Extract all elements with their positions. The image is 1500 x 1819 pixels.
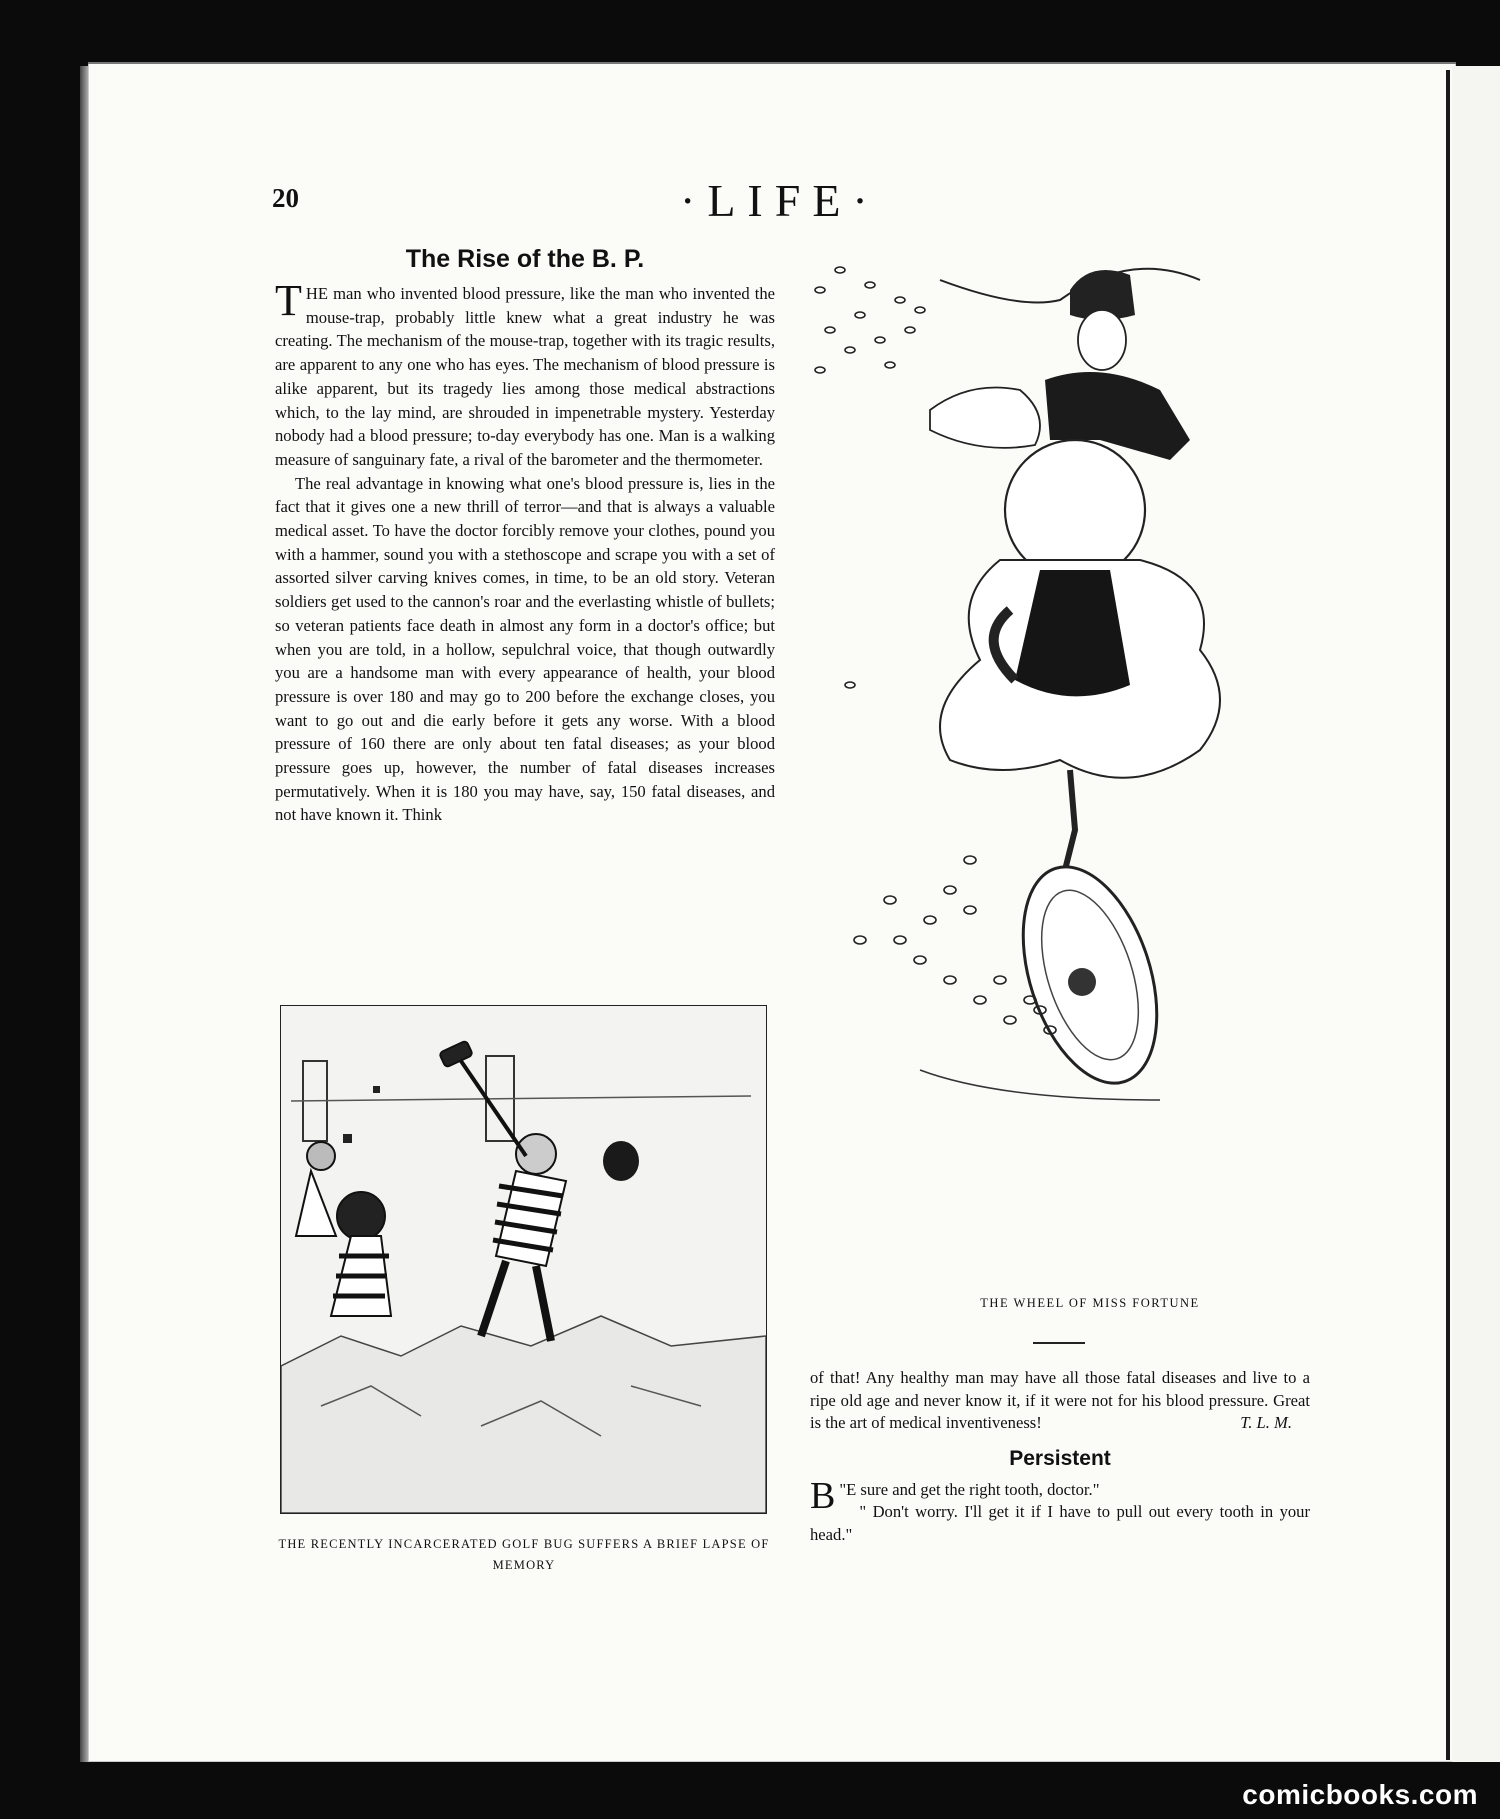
article-paragraph-2: The real advantage in knowing what one's blood pressure is, lies in the fact that it gives one a new thrill of terror—and that is always a valuable medical asset. To have the doctor forcibly remove your clothes, pound you with a hammer, sound you with a stethoscope and scrape you with a set of assorted silver carving knives comes, in time, to be an old story. Veteran soldiers get used to the cannon's roar and the everlasting whistle of bullets; so veteran patients face death in almost any form in a doctor's office; but when you are told, in a hollow, sepulchral voice, that though outwardly you are a handsome man with every appearance of health, your blood pressure is over 180 and may go to 200 before the exchange closes, you want to go out and die early before it gets any worse. With a blood pressure of 160 there are only about ten fatal diseases; as your blood pressure goes up, however, the number of fatal diseases increases permutatively. When it is 180 you may have, say, 150 fatal diseases, and not have known it. Think: [275, 473, 775, 825]
facing-page-edge: [1452, 66, 1500, 1762]
drop-cap: T: [275, 276, 302, 325]
article-column-right: [810, 1367, 1310, 1546]
wheel-of-miss-fortune-illustration: [800, 240, 1320, 1250]
persistent-line-1-text: E sure and get the right tooth, doctor.": [846, 1479, 1100, 1499]
masthead: ·LIFE·: [680, 175, 880, 226]
illustration-drawing: [800, 240, 1320, 1250]
cartoon-drawing: [281, 1006, 766, 1513]
open-quote: ": [839, 1479, 847, 1499]
cartoon-caption: THE RECENTLY INCARCERATED GOLF BUG SUFFERS A BRIEF LAPSE OF MEMORY: [278, 1537, 770, 1572]
article-column-left: [275, 245, 775, 827]
continuation-text: of that! Any healthy man may have all those fatal diseases and live to a ripe old age and never know it, if it were not for his blood pressure. Great is the art of medical inventiveness!: [810, 1368, 1310, 1432]
article-paragraph-1: [275, 276, 775, 472]
page-number: 20: [272, 183, 299, 213]
persistent-line-1: [810, 1474, 1310, 1517]
binding-gutter: [1446, 70, 1450, 1760]
golf-bug-cartoon: [280, 1005, 767, 1514]
caption-divider: [1033, 1342, 1085, 1344]
author-signature: T. L. M.: [1240, 1413, 1292, 1432]
article-title: The Rise of the B. P.: [405, 245, 645, 273]
persistent-line-2: " Don't worry. I'll get it if I have to pull out every tooth in your head.": [810, 1502, 1310, 1544]
article-continuation: [810, 1367, 1310, 1435]
watermark: comicbooks.com: [1242, 1779, 1478, 1810]
illustration-caption: THE WHEEL OF MISS FORTUNE: [980, 1296, 1200, 1310]
persistent-drop-cap: B: [810, 1474, 836, 1517]
paragraph-1-text: HE man who invented blood pressure, like the man who invented the mouse-trap, probably little knew what a great industry he was creating. The mechanism of the mouse-trap, together with its tragic results, are apparent to any one who has eyes. The mechanism of blood pressure is alike apparent, but its tragedy lies among those medical abstractions which, to the lay mind, are shrouded in impenetrable mystery. Yesterday nobody had a blood pressure; to-day everybody has one. Man is a walking measure of sanguinary fate, a rival of the barometer and the thermometer.: [275, 284, 775, 469]
page-top-edge: [88, 62, 1456, 70]
persistent-title: Persistent: [1009, 1446, 1111, 1470]
